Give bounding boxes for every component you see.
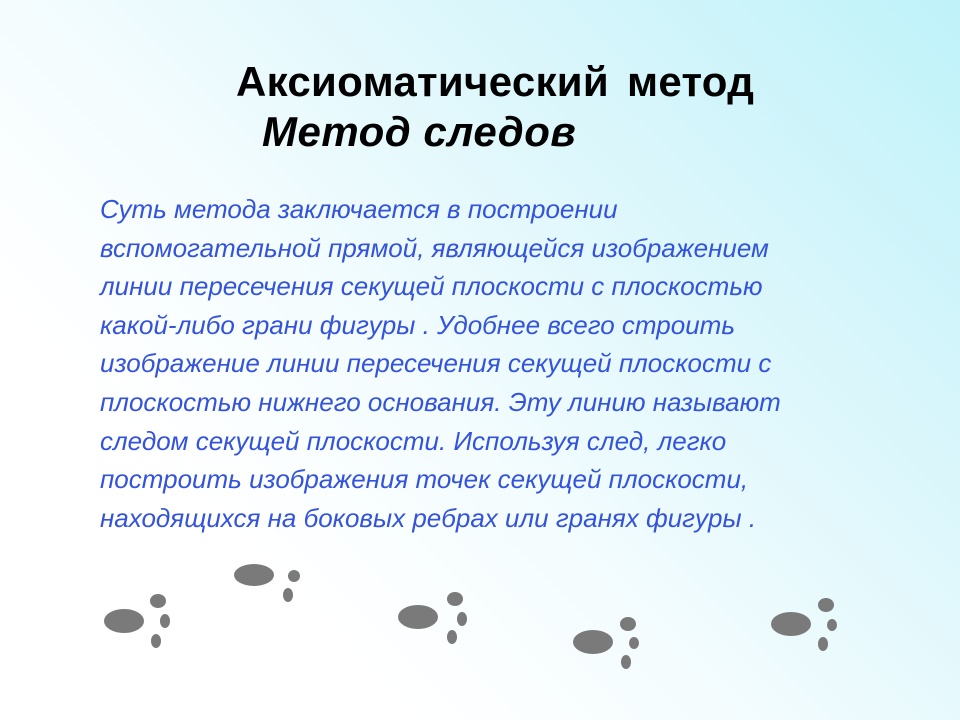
footprint-icon bbox=[771, 598, 837, 651]
body-line: построить изображения точек секущей плоскости, bbox=[100, 464, 749, 495]
slide-body-text bbox=[100, 190, 781, 537]
footprint-icon bbox=[573, 617, 639, 669]
body-line: Суть метода заключается в построении bbox=[100, 194, 618, 224]
slide-subtitle: Метод следов bbox=[262, 108, 577, 155]
footprint-icon bbox=[234, 564, 300, 602]
body-line: линии пересечения секущей плоскости с плоскостью bbox=[100, 271, 763, 302]
body-line: вспомогательной прямой, являющейся изображением bbox=[100, 232, 769, 263]
slide-title: Аксиоматический метод bbox=[236, 58, 755, 105]
footprint-icon bbox=[398, 592, 467, 644]
footprints-decoration bbox=[0, 540, 960, 690]
body-line: плоскостью нижнего основания. Эту линию называют bbox=[100, 386, 781, 417]
body-line: какой-либо грани фигуры . Удобнее всего строить bbox=[100, 309, 736, 340]
body-line: находящихся на боковых ребрах или гранях фигуры . bbox=[100, 502, 757, 533]
footprint-icon bbox=[104, 594, 170, 648]
body-line: следом секущей плоскости. Используя след, легко bbox=[100, 425, 727, 456]
body-line: изображение линии пересечения секущей плоскости с bbox=[100, 348, 772, 379]
